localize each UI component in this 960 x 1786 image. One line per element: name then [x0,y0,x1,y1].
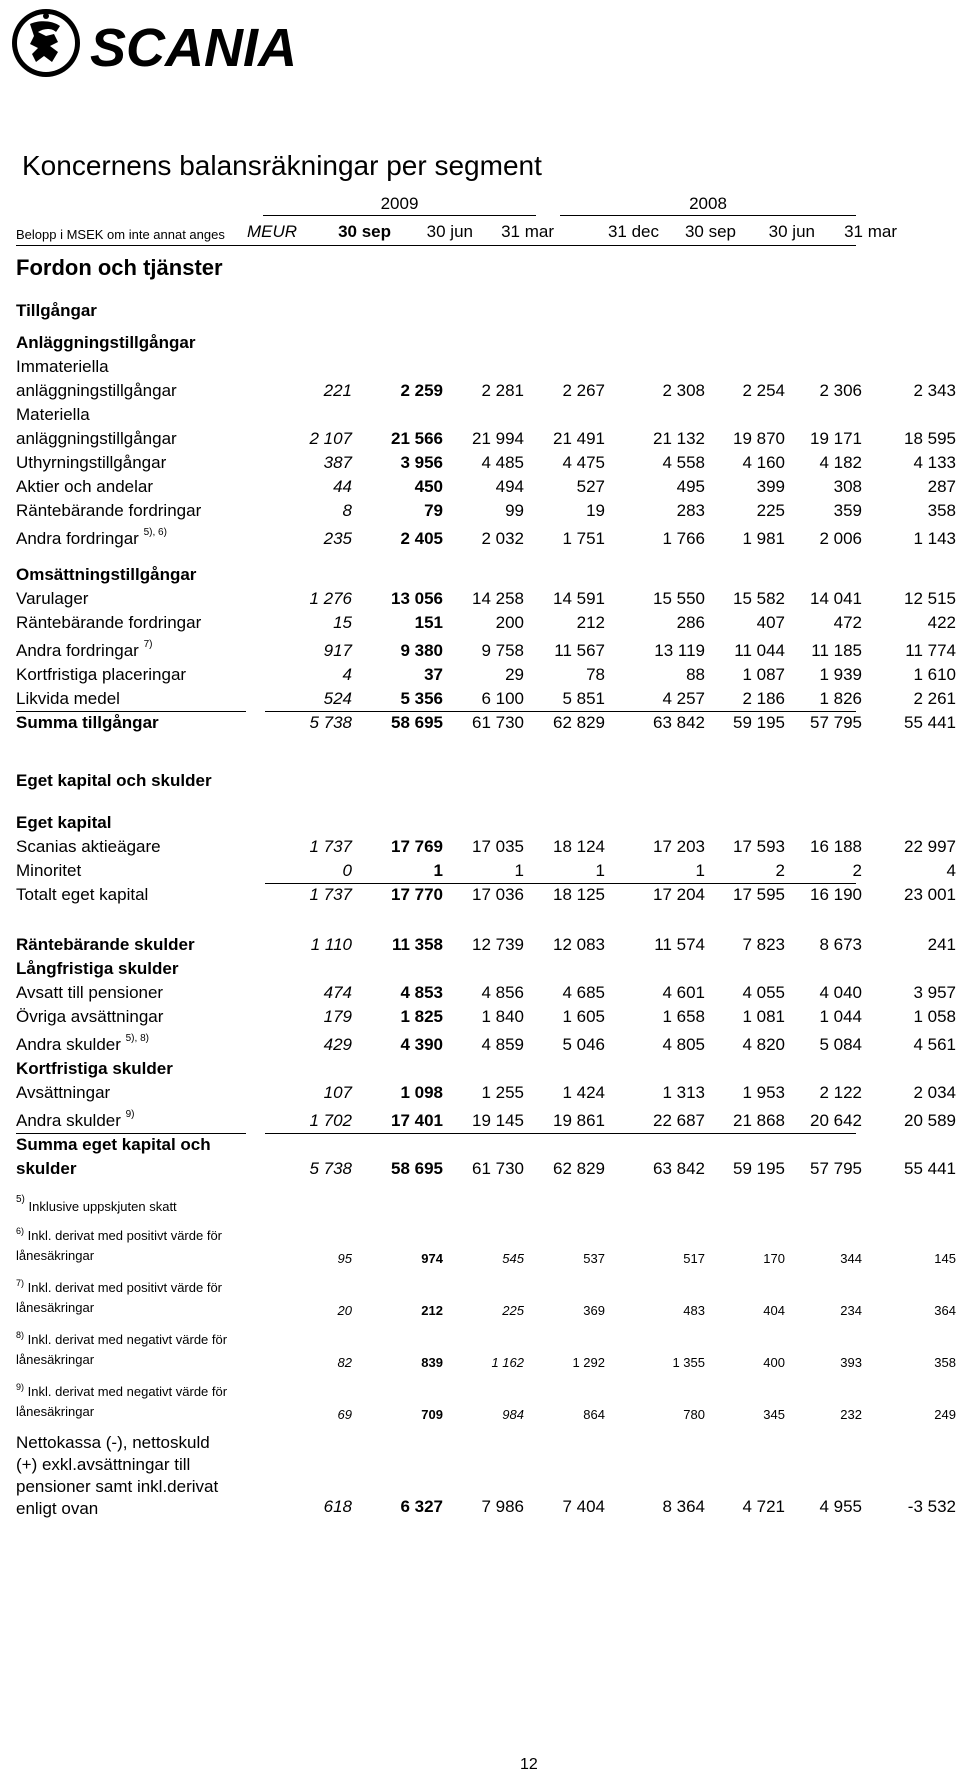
col-2008-30sep: 30 sep [684,222,736,241]
table-row: anläggningstillgångar 221 2 259 2 281 2 267 2 308 2 254 2 306 2 343 [16,381,956,400]
table-row: Andra skulder $^{5), 8)}$ 429 4 390 4 859 5 046 4 805 4 820 5 084 4 561 [16,1033,956,1054]
table-row: Andra skulder $^{9)}$ 1 702 17 401 19 145 19 861 22 687 21 868 20 642 20 589 [16,1106,960,1134]
footnote-row: $^{9)}$ Inkl. derivat med negativt värde för lånesäkringar 69 709 984 864 780 345 232 249 [16,1382,956,1422]
table-row: Likvida medel 524 5 356 6 100 5 851 4 257 2 186 1 826 2 261 [16,688,960,712]
year-2008: 2008 [689,194,727,213]
segment-title: Fordon och tjänster [16,255,223,280]
table-row: Övriga avsättningar 179 1 825 1 840 1 605 1 658 1 081 1 044 1 058 [16,1007,956,1026]
footnote-row: $^{7)}$ Inkl. derivat med positivt värde för lånesäkringar 20 212 225 369 483 404 234 364 [16,1278,956,1318]
table-row: Avsättningar 107 1 098 1 255 1 424 1 313 1 953 2 122 2 034 [16,1083,956,1102]
page-number: 12 [520,1756,538,1773]
table-row: Uthyrningstillgångar 387 3 956 4 485 4 475 4 558 4 160 4 182 4 133 [16,453,956,472]
table-row: Materiella [16,405,90,424]
year-header [16,192,960,216]
page-title: Koncernens balansräkningar per segment [22,150,542,181]
table-row: Räntebärande fordringar 15 151 200 212 286 407 472 422 [16,613,956,632]
long-term-title: Långfristiga skulder [16,959,179,978]
footnote-5: $^{5)}$ Inklusive uppskjuten skatt [16,1194,177,1214]
table-row: Scanias aktieägare 1 737 17 769 17 035 18 124 17 203 17 593 16 188 22 997 [16,837,956,856]
footnote-ref: 5), 8) [125,1033,149,1044]
brand-wordmark: SCANIA [90,18,298,78]
balance-sheet [16,192,960,1522]
table-row: Aktier och andelar 44 450 494 527 495 399 308 287 [16,477,956,496]
equity-title: Eget kapital [16,813,112,832]
table-row: Minoritet 0 1 1 1 1 2 2 4 [16,860,960,884]
col-2009-30jun: 30 jun [426,222,473,241]
footnote-ref: 5), 6) [143,527,167,538]
table-row: Immateriella [16,357,109,376]
total-row: Summa eget kapital och [16,1135,211,1154]
table-row: Avsatt till pensioner 474 4 853 4 856 4 685 4 601 4 055 4 040 3 957 [16,983,956,1002]
table-row: Räntebärande fordringar 8 79 99 19 283 225 359 358 [16,501,956,520]
total-row: skulder 5 738 58 695 61 730 62 829 63 842 59 195 57 795 55 441 [16,1159,956,1178]
amount-caption: Belopp i MSEK om inte annat anges [16,227,225,242]
col-2008-31mar: 31 mar [844,222,897,241]
col-2009-31mar: 31 mar [501,222,554,241]
header-rule [16,245,856,246]
fixed-assets-title: Anläggningstillgångar [16,333,196,352]
table-row: Kortfristiga placeringar 4 37 29 78 88 1 087 1 939 1 610 [16,665,956,684]
col-2008-31dec: 31 dec [607,222,659,241]
table-row: Andra fordringar $^{5), 6)}$ 235 2 405 2 032 1 751 1 766 1 981 2 006 1 143 [16,527,956,548]
year-2009: 2009 [380,194,419,213]
assets-title: Tillgångar [16,301,97,320]
footnote-row: $^{8)}$ Inkl. derivat med negativt värde för lånesäkringar 82 839 1 162 1 292 1 355 400 393 358 [16,1330,956,1370]
equity-liabilities-title: Eget kapital och skulder [16,771,212,790]
footnote-ref: 9) [125,1109,135,1120]
column-header [16,216,960,248]
table-row: Räntebärande skulder 1 110 11 358 12 739 12 083 11 574 7 823 8 673 241 [16,935,956,954]
col-2008-30jun: 30 jun [768,222,815,241]
scania-logo [8,6,338,80]
table-row: Totalt eget kapital 1 737 17 770 17 036 18 125 17 204 17 595 16 190 23 001 [16,885,956,904]
table-row: Andra fordringar $^{7)}$ 917 9 380 9 758 11 567 13 119 11 044 11 185 11 774 [16,639,956,660]
col-meur: MEUR [246,222,297,241]
short-term-title: Kortfristiga skulder [16,1059,173,1078]
col-2009-30sep: 30 sep [338,222,391,241]
table-row: anläggningstillgångar 2 107 21 566 21 994 21 491 21 132 19 870 19 171 18 595 [16,429,956,448]
total-row: Summa tillgångar 5 738 58 695 61 730 62 829 63 842 59 195 57 795 55 441 [16,713,956,732]
current-assets-title: Omsättningstillgångar [16,565,197,584]
footnote-row: $^{6)}$ Inkl. derivat med positivt värde för lånesäkringar 95 974 545 537 517 170 344 145 [16,1226,956,1266]
table-row: Varulager 1 276 13 056 14 258 14 591 15 550 15 582 14 041 12 515 [16,589,956,608]
net-cash-row: Nettokassa (-), nettoskuld (+) exkl.avsättningar till pensioner samt inkl.derivat enligt ovan 618 6 327 7 986 7 404 8 364 4 721 4 955 -3 532 [16,1433,956,1518]
footnote-ref: 7) [143,639,153,650]
